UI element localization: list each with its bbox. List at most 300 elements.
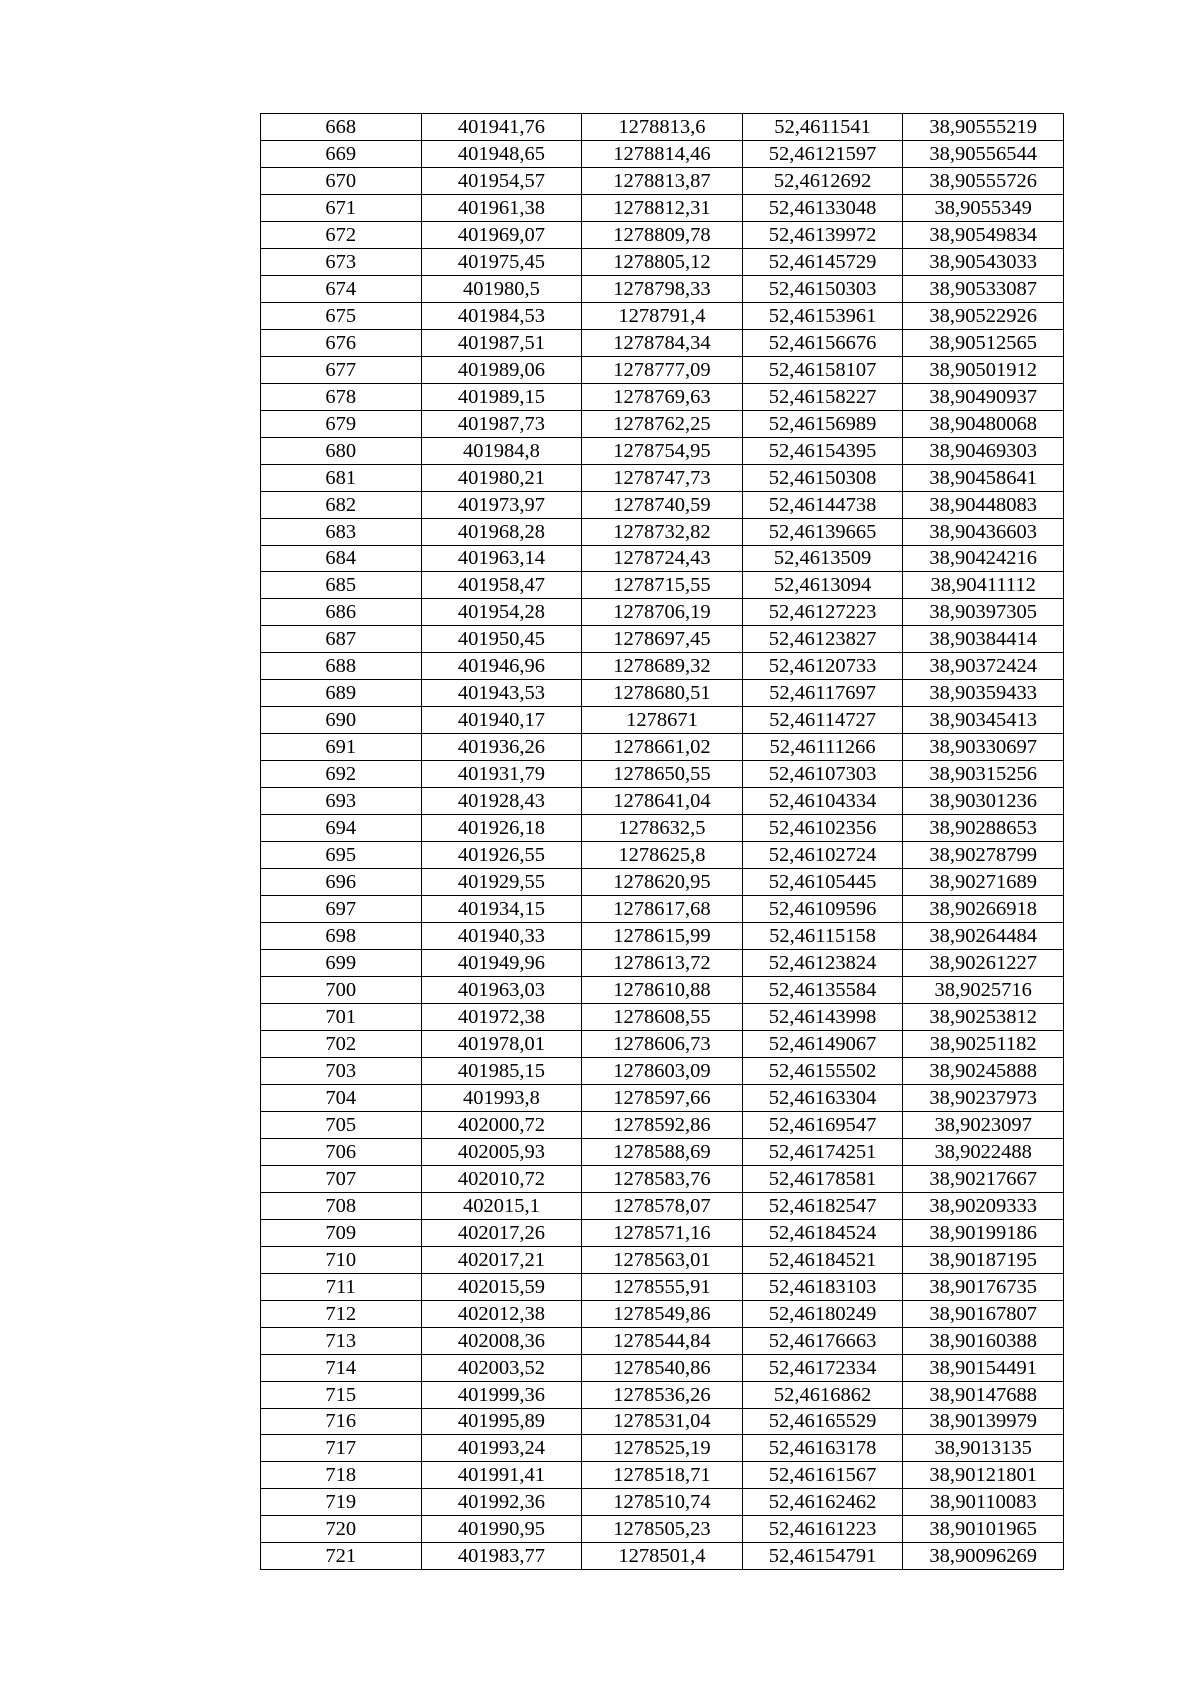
table-row <box>261 734 1064 761</box>
latitude-cell: 52,46127223 <box>742 599 903 626</box>
table-row <box>261 599 1064 626</box>
table-row <box>261 1165 1064 1192</box>
y-coordinate-cell: 1278615,99 <box>582 923 743 950</box>
table-row <box>261 1381 1064 1408</box>
latitude-cell: 52,46149067 <box>742 1030 903 1057</box>
point-number-cell: 721 <box>261 1543 422 1570</box>
point-number-cell: 719 <box>261 1489 422 1516</box>
x-coordinate-cell: 401987,73 <box>421 410 582 437</box>
y-coordinate-cell: 1278812,31 <box>582 194 743 221</box>
table-row <box>261 194 1064 221</box>
latitude-cell: 52,46155502 <box>742 1057 903 1084</box>
longitude-cell: 38,90359433 <box>903 680 1064 707</box>
table-row <box>261 1111 1064 1138</box>
longitude-cell: 38,90217667 <box>903 1165 1064 1192</box>
longitude-cell: 38,90187195 <box>903 1246 1064 1273</box>
y-coordinate-cell: 1278762,25 <box>582 410 743 437</box>
longitude-cell: 38,90121801 <box>903 1462 1064 1489</box>
table-row <box>261 1408 1064 1435</box>
x-coordinate-cell: 401973,97 <box>421 491 582 518</box>
point-number-cell: 689 <box>261 680 422 707</box>
y-coordinate-cell: 1278617,68 <box>582 896 743 923</box>
latitude-cell: 52,46133048 <box>742 194 903 221</box>
y-coordinate-cell: 1278791,4 <box>582 302 743 329</box>
longitude-cell: 38,90469303 <box>903 437 1064 464</box>
x-coordinate-cell: 401946,96 <box>421 653 582 680</box>
latitude-cell: 52,46150303 <box>742 275 903 302</box>
x-coordinate-cell: 401931,79 <box>421 761 582 788</box>
table-row <box>261 761 1064 788</box>
x-coordinate-cell: 401963,03 <box>421 977 582 1004</box>
longitude-cell: 38,90436603 <box>903 518 1064 545</box>
y-coordinate-cell: 1278608,55 <box>582 1003 743 1030</box>
x-coordinate-cell: 401954,28 <box>421 599 582 626</box>
x-coordinate-cell: 402005,93 <box>421 1138 582 1165</box>
point-number-cell: 708 <box>261 1192 422 1219</box>
latitude-cell: 52,46176663 <box>742 1327 903 1354</box>
table-row <box>261 1003 1064 1030</box>
longitude-cell: 38,90480068 <box>903 410 1064 437</box>
table-row <box>261 1435 1064 1462</box>
longitude-cell: 38,9013135 <box>903 1435 1064 1462</box>
y-coordinate-cell: 1278505,23 <box>582 1516 743 1543</box>
x-coordinate-cell: 401940,17 <box>421 707 582 734</box>
point-number-cell: 695 <box>261 842 422 869</box>
table-row <box>261 1354 1064 1381</box>
x-coordinate-cell: 401980,5 <box>421 275 582 302</box>
latitude-cell: 52,46109596 <box>742 896 903 923</box>
y-coordinate-cell: 1278689,32 <box>582 653 743 680</box>
point-number-cell: 680 <box>261 437 422 464</box>
point-number-cell: 683 <box>261 518 422 545</box>
point-number-cell: 720 <box>261 1516 422 1543</box>
x-coordinate-cell: 401961,38 <box>421 194 582 221</box>
longitude-cell: 38,90543033 <box>903 248 1064 275</box>
point-number-cell: 671 <box>261 194 422 221</box>
longitude-cell: 38,90501912 <box>903 356 1064 383</box>
latitude-cell: 52,46180249 <box>742 1300 903 1327</box>
latitude-cell: 52,46102356 <box>742 815 903 842</box>
latitude-cell: 52,46183103 <box>742 1273 903 1300</box>
x-coordinate-cell: 401954,57 <box>421 167 582 194</box>
latitude-cell: 52,46162462 <box>742 1489 903 1516</box>
latitude-cell: 52,46156989 <box>742 410 903 437</box>
longitude-cell: 38,90330697 <box>903 734 1064 761</box>
point-number-cell: 684 <box>261 545 422 572</box>
x-coordinate-cell: 402015,59 <box>421 1273 582 1300</box>
x-coordinate-cell: 401941,76 <box>421 114 582 141</box>
longitude-cell: 38,90251182 <box>903 1030 1064 1057</box>
x-coordinate-cell: 401995,89 <box>421 1408 582 1435</box>
longitude-cell: 38,90271689 <box>903 869 1064 896</box>
point-number-cell: 672 <box>261 221 422 248</box>
x-coordinate-cell: 401948,65 <box>421 140 582 167</box>
longitude-cell: 38,90411112 <box>903 572 1064 599</box>
latitude-cell: 52,46158227 <box>742 383 903 410</box>
latitude-cell: 52,46135584 <box>742 977 903 1004</box>
table-row <box>261 788 1064 815</box>
point-number-cell: 676 <box>261 329 422 356</box>
table-row <box>261 1246 1064 1273</box>
y-coordinate-cell: 1278571,16 <box>582 1219 743 1246</box>
longitude-cell: 38,90345413 <box>903 707 1064 734</box>
point-number-cell: 703 <box>261 1057 422 1084</box>
longitude-cell: 38,90556544 <box>903 140 1064 167</box>
latitude-cell: 52,46158107 <box>742 356 903 383</box>
y-coordinate-cell: 1278583,76 <box>582 1165 743 1192</box>
table-row <box>261 464 1064 491</box>
point-number-cell: 701 <box>261 1003 422 1030</box>
point-number-cell: 681 <box>261 464 422 491</box>
x-coordinate-cell: 401926,55 <box>421 842 582 869</box>
point-number-cell: 718 <box>261 1462 422 1489</box>
longitude-cell: 38,90448083 <box>903 491 1064 518</box>
longitude-cell: 38,90288653 <box>903 815 1064 842</box>
x-coordinate-cell: 401936,26 <box>421 734 582 761</box>
latitude-cell: 52,46139665 <box>742 518 903 545</box>
x-coordinate-cell: 402008,36 <box>421 1327 582 1354</box>
point-number-cell: 716 <box>261 1408 422 1435</box>
longitude-cell: 38,90301236 <box>903 788 1064 815</box>
point-number-cell: 675 <box>261 302 422 329</box>
table-row <box>261 1543 1064 1570</box>
point-number-cell: 714 <box>261 1354 422 1381</box>
x-coordinate-cell: 402017,26 <box>421 1219 582 1246</box>
x-coordinate-cell: 401987,51 <box>421 329 582 356</box>
y-coordinate-cell: 1278798,33 <box>582 275 743 302</box>
table-row <box>261 572 1064 599</box>
y-coordinate-cell: 1278518,71 <box>582 1462 743 1489</box>
latitude-cell: 52,46139972 <box>742 221 903 248</box>
x-coordinate-cell: 402000,72 <box>421 1111 582 1138</box>
longitude-cell: 38,90512565 <box>903 329 1064 356</box>
longitude-cell: 38,9025716 <box>903 977 1064 1004</box>
table-row <box>261 680 1064 707</box>
latitude-cell: 52,46174251 <box>742 1138 903 1165</box>
x-coordinate-cell: 401999,36 <box>421 1381 582 1408</box>
coordinates-table-body <box>261 114 1064 1570</box>
longitude-cell: 38,90533087 <box>903 275 1064 302</box>
latitude-cell: 52,46169547 <box>742 1111 903 1138</box>
latitude-cell: 52,46161223 <box>742 1516 903 1543</box>
point-number-cell: 693 <box>261 788 422 815</box>
longitude-cell: 38,90147688 <box>903 1381 1064 1408</box>
y-coordinate-cell: 1278724,43 <box>582 545 743 572</box>
latitude-cell: 52,46107303 <box>742 761 903 788</box>
point-number-cell: 670 <box>261 167 422 194</box>
longitude-cell: 38,90315256 <box>903 761 1064 788</box>
table-row <box>261 114 1064 141</box>
latitude-cell: 52,46154791 <box>742 1543 903 1570</box>
table-row <box>261 275 1064 302</box>
point-number-cell: 694 <box>261 815 422 842</box>
longitude-cell: 38,90199186 <box>903 1219 1064 1246</box>
point-number-cell: 677 <box>261 356 422 383</box>
table-row <box>261 815 1064 842</box>
longitude-cell: 38,90167807 <box>903 1300 1064 1327</box>
x-coordinate-cell: 401989,15 <box>421 383 582 410</box>
point-number-cell: 685 <box>261 572 422 599</box>
x-coordinate-cell: 401950,45 <box>421 626 582 653</box>
y-coordinate-cell: 1278536,26 <box>582 1381 743 1408</box>
table-row <box>261 1489 1064 1516</box>
x-coordinate-cell: 401963,14 <box>421 545 582 572</box>
x-coordinate-cell: 401991,41 <box>421 1462 582 1489</box>
point-number-cell: 713 <box>261 1327 422 1354</box>
point-number-cell: 704 <box>261 1084 422 1111</box>
x-coordinate-cell: 401972,38 <box>421 1003 582 1030</box>
longitude-cell: 38,9022488 <box>903 1138 1064 1165</box>
table-row <box>261 1300 1064 1327</box>
x-coordinate-cell: 401984,8 <box>421 437 582 464</box>
longitude-cell: 38,90549834 <box>903 221 1064 248</box>
latitude-cell: 52,4613509 <box>742 545 903 572</box>
table-row <box>261 410 1064 437</box>
point-number-cell: 673 <box>261 248 422 275</box>
x-coordinate-cell: 402015,1 <box>421 1192 582 1219</box>
latitude-cell: 52,46104334 <box>742 788 903 815</box>
x-coordinate-cell: 401989,06 <box>421 356 582 383</box>
y-coordinate-cell: 1278805,12 <box>582 248 743 275</box>
latitude-cell: 52,46123827 <box>742 626 903 653</box>
point-number-cell: 697 <box>261 896 422 923</box>
point-number-cell: 715 <box>261 1381 422 1408</box>
table-row <box>261 923 1064 950</box>
y-coordinate-cell: 1278777,09 <box>582 356 743 383</box>
point-number-cell: 717 <box>261 1435 422 1462</box>
x-coordinate-cell: 401929,55 <box>421 869 582 896</box>
latitude-cell: 52,46145729 <box>742 248 903 275</box>
latitude-cell: 52,46111266 <box>742 734 903 761</box>
latitude-cell: 52,46150308 <box>742 464 903 491</box>
x-coordinate-cell: 401992,36 <box>421 1489 582 1516</box>
y-coordinate-cell: 1278632,5 <box>582 815 743 842</box>
y-coordinate-cell: 1278661,02 <box>582 734 743 761</box>
longitude-cell: 38,90555726 <box>903 167 1064 194</box>
y-coordinate-cell: 1278813,87 <box>582 167 743 194</box>
table-row <box>261 1219 1064 1246</box>
longitude-cell: 38,90237973 <box>903 1084 1064 1111</box>
x-coordinate-cell: 401983,77 <box>421 1543 582 1570</box>
y-coordinate-cell: 1278555,91 <box>582 1273 743 1300</box>
table-row <box>261 491 1064 518</box>
table-row <box>261 1462 1064 1489</box>
y-coordinate-cell: 1278592,86 <box>582 1111 743 1138</box>
y-coordinate-cell: 1278680,51 <box>582 680 743 707</box>
point-number-cell: 690 <box>261 707 422 734</box>
y-coordinate-cell: 1278620,95 <box>582 869 743 896</box>
y-coordinate-cell: 1278588,69 <box>582 1138 743 1165</box>
x-coordinate-cell: 401949,96 <box>421 950 582 977</box>
table-row <box>261 1030 1064 1057</box>
table-row <box>261 383 1064 410</box>
latitude-cell: 52,46143998 <box>742 1003 903 1030</box>
x-coordinate-cell: 401926,18 <box>421 815 582 842</box>
longitude-cell: 38,90261227 <box>903 950 1064 977</box>
x-coordinate-cell: 401985,15 <box>421 1057 582 1084</box>
point-number-cell: 699 <box>261 950 422 977</box>
table-row <box>261 1273 1064 1300</box>
y-coordinate-cell: 1278671 <box>582 707 743 734</box>
y-coordinate-cell: 1278706,19 <box>582 599 743 626</box>
longitude-cell: 38,90490937 <box>903 383 1064 410</box>
x-coordinate-cell: 402010,72 <box>421 1165 582 1192</box>
latitude-cell: 52,4611541 <box>742 114 903 141</box>
latitude-cell: 52,46163178 <box>742 1435 903 1462</box>
point-number-cell: 710 <box>261 1246 422 1273</box>
y-coordinate-cell: 1278540,86 <box>582 1354 743 1381</box>
y-coordinate-cell: 1278747,73 <box>582 464 743 491</box>
longitude-cell: 38,90424216 <box>903 545 1064 572</box>
x-coordinate-cell: 401968,28 <box>421 518 582 545</box>
point-number-cell: 679 <box>261 410 422 437</box>
y-coordinate-cell: 1278578,07 <box>582 1192 743 1219</box>
table-row <box>261 626 1064 653</box>
x-coordinate-cell: 401943,53 <box>421 680 582 707</box>
coordinates-table <box>260 113 1064 1570</box>
latitude-cell: 52,4612692 <box>742 167 903 194</box>
point-number-cell: 712 <box>261 1300 422 1327</box>
x-coordinate-cell: 401978,01 <box>421 1030 582 1057</box>
y-coordinate-cell: 1278525,19 <box>582 1435 743 1462</box>
y-coordinate-cell: 1278606,73 <box>582 1030 743 1057</box>
table-row <box>261 1516 1064 1543</box>
table-row <box>261 869 1064 896</box>
table-row <box>261 518 1064 545</box>
longitude-cell: 38,90101965 <box>903 1516 1064 1543</box>
x-coordinate-cell: 401980,21 <box>421 464 582 491</box>
longitude-cell: 38,90458641 <box>903 464 1064 491</box>
x-coordinate-cell: 401984,53 <box>421 302 582 329</box>
x-coordinate-cell: 401940,33 <box>421 923 582 950</box>
x-coordinate-cell: 402012,38 <box>421 1300 582 1327</box>
table-row <box>261 1057 1064 1084</box>
longitude-cell: 38,90397305 <box>903 599 1064 626</box>
y-coordinate-cell: 1278510,74 <box>582 1489 743 1516</box>
table-row <box>261 842 1064 869</box>
latitude-cell: 52,46172334 <box>742 1354 903 1381</box>
table-row <box>261 1084 1064 1111</box>
x-coordinate-cell: 401993,8 <box>421 1084 582 1111</box>
latitude-cell: 52,46156676 <box>742 329 903 356</box>
longitude-cell: 38,90139979 <box>903 1408 1064 1435</box>
point-number-cell: 674 <box>261 275 422 302</box>
latitude-cell: 52,46182547 <box>742 1192 903 1219</box>
latitude-cell: 52,46184524 <box>742 1219 903 1246</box>
table-row <box>261 1192 1064 1219</box>
y-coordinate-cell: 1278544,84 <box>582 1327 743 1354</box>
longitude-cell: 38,90555219 <box>903 114 1064 141</box>
latitude-cell: 52,46120733 <box>742 653 903 680</box>
y-coordinate-cell: 1278613,72 <box>582 950 743 977</box>
y-coordinate-cell: 1278809,78 <box>582 221 743 248</box>
table-row <box>261 167 1064 194</box>
latitude-cell: 52,46102724 <box>742 842 903 869</box>
latitude-cell: 52,46165529 <box>742 1408 903 1435</box>
latitude-cell: 52,46115158 <box>742 923 903 950</box>
table-row <box>261 329 1064 356</box>
longitude-cell: 38,90264484 <box>903 923 1064 950</box>
longitude-cell: 38,90176735 <box>903 1273 1064 1300</box>
longitude-cell: 38,90522926 <box>903 302 1064 329</box>
longitude-cell: 38,90253812 <box>903 1003 1064 1030</box>
longitude-cell: 38,90160388 <box>903 1327 1064 1354</box>
longitude-cell: 38,90384414 <box>903 626 1064 653</box>
latitude-cell: 52,4613094 <box>742 572 903 599</box>
longitude-cell: 38,90096269 <box>903 1543 1064 1570</box>
y-coordinate-cell: 1278740,59 <box>582 491 743 518</box>
y-coordinate-cell: 1278610,88 <box>582 977 743 1004</box>
y-coordinate-cell: 1278732,82 <box>582 518 743 545</box>
table-row <box>261 437 1064 464</box>
point-number-cell: 700 <box>261 977 422 1004</box>
x-coordinate-cell: 401958,47 <box>421 572 582 599</box>
latitude-cell: 52,46114727 <box>742 707 903 734</box>
point-number-cell: 682 <box>261 491 422 518</box>
point-number-cell: 705 <box>261 1111 422 1138</box>
y-coordinate-cell: 1278549,86 <box>582 1300 743 1327</box>
latitude-cell: 52,46117697 <box>742 680 903 707</box>
longitude-cell: 38,9023097 <box>903 1111 1064 1138</box>
latitude-cell: 52,46123824 <box>742 950 903 977</box>
point-number-cell: 668 <box>261 114 422 141</box>
table-row <box>261 653 1064 680</box>
x-coordinate-cell: 401990,95 <box>421 1516 582 1543</box>
y-coordinate-cell: 1278784,34 <box>582 329 743 356</box>
table-row <box>261 248 1064 275</box>
latitude-cell: 52,46153961 <box>742 302 903 329</box>
point-number-cell: 696 <box>261 869 422 896</box>
table-row <box>261 356 1064 383</box>
y-coordinate-cell: 1278603,09 <box>582 1057 743 1084</box>
point-number-cell: 711 <box>261 1273 422 1300</box>
table-row <box>261 1327 1064 1354</box>
x-coordinate-cell: 402003,52 <box>421 1354 582 1381</box>
point-number-cell: 709 <box>261 1219 422 1246</box>
x-coordinate-cell: 401928,43 <box>421 788 582 815</box>
table-row <box>261 950 1064 977</box>
point-number-cell: 692 <box>261 761 422 788</box>
point-number-cell: 669 <box>261 140 422 167</box>
longitude-cell: 38,90209333 <box>903 1192 1064 1219</box>
longitude-cell: 38,90154491 <box>903 1354 1064 1381</box>
point-number-cell: 702 <box>261 1030 422 1057</box>
y-coordinate-cell: 1278813,6 <box>582 114 743 141</box>
y-coordinate-cell: 1278563,01 <box>582 1246 743 1273</box>
x-coordinate-cell: 401969,07 <box>421 221 582 248</box>
longitude-cell: 38,90245888 <box>903 1057 1064 1084</box>
x-coordinate-cell: 402017,21 <box>421 1246 582 1273</box>
longitude-cell: 38,90372424 <box>903 653 1064 680</box>
point-number-cell: 698 <box>261 923 422 950</box>
y-coordinate-cell: 1278625,8 <box>582 842 743 869</box>
table-row <box>261 302 1064 329</box>
y-coordinate-cell: 1278697,45 <box>582 626 743 653</box>
latitude-cell: 52,46178581 <box>742 1165 903 1192</box>
point-number-cell: 706 <box>261 1138 422 1165</box>
y-coordinate-cell: 1278650,55 <box>582 761 743 788</box>
latitude-cell: 52,46121597 <box>742 140 903 167</box>
x-coordinate-cell: 401934,15 <box>421 896 582 923</box>
point-number-cell: 688 <box>261 653 422 680</box>
table-row <box>261 221 1064 248</box>
latitude-cell: 52,4616862 <box>742 1381 903 1408</box>
point-number-cell: 686 <box>261 599 422 626</box>
y-coordinate-cell: 1278814,46 <box>582 140 743 167</box>
point-number-cell: 691 <box>261 734 422 761</box>
longitude-cell: 38,90278799 <box>903 842 1064 869</box>
table-row <box>261 977 1064 1004</box>
